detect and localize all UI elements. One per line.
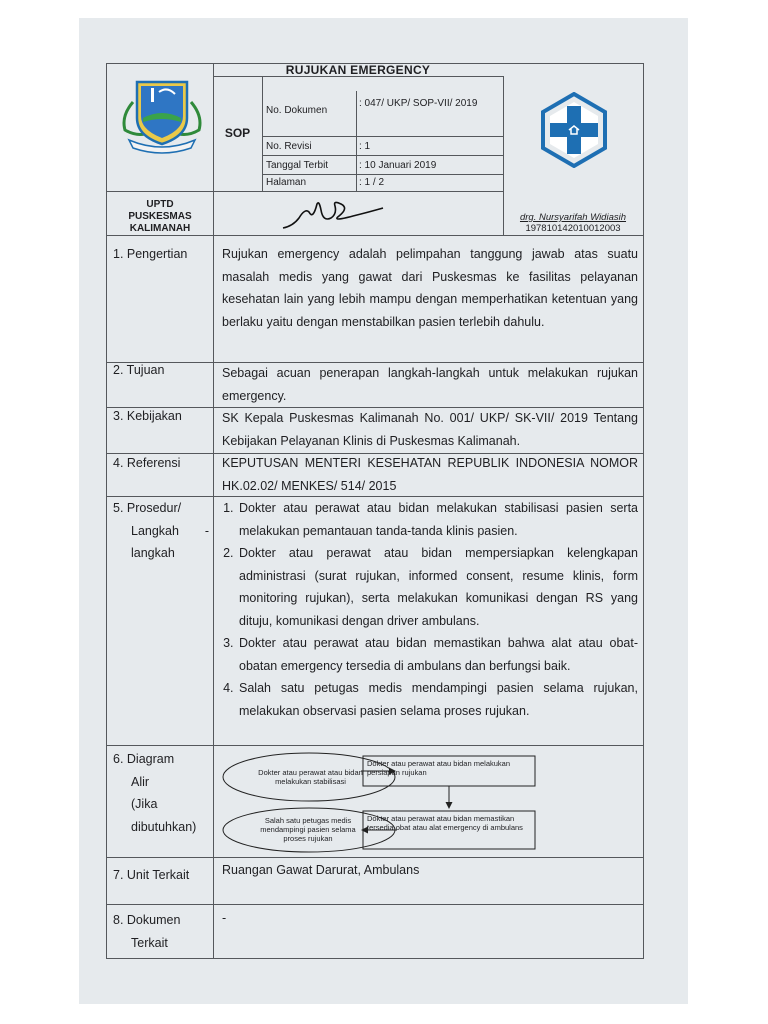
header-line-lower xyxy=(107,191,503,192)
label-diagram-line-2: Alir xyxy=(131,774,150,789)
document-title: RUJUKAN EMERGENCY xyxy=(285,63,431,77)
meta-label-tanggal: Tanggal Terbit xyxy=(266,160,329,171)
meta-label-halaman: Halaman xyxy=(266,177,307,188)
flow-node-pendamping: Salah satu petugas medis mendampingi pasien selama proses rujukan xyxy=(260,816,356,843)
meta-label-revisi: No. Revisi xyxy=(266,141,312,152)
head-signatory xyxy=(503,212,643,234)
procedure-step-2: 2. Dokter atau perawat atau bidan mempersiapkan kelengkapan administrasi (surat rujukan, informed consent, resume klinis, form monitoring rujukan), serta melakukan komunikasi dengan RS yang dituju, komunikasi dengan driver ambulans. xyxy=(237,542,638,632)
label-diagram-line-4: dibutuhkan) xyxy=(131,819,197,834)
text-referensi: KEPUTUSAN MENTERI KESEHATAN REPUBLIK INDONESIA NOMOR HK.02.02/ MENKES/ 514/ 2015 xyxy=(222,456,638,493)
meta-value-halaman: : 1 / 2 xyxy=(359,177,385,188)
district-crest-logo xyxy=(117,72,207,156)
label-prosedur xyxy=(113,497,209,565)
label-kebijakan: 3. Kebijakan xyxy=(113,409,182,423)
procedure-steps xyxy=(219,497,638,722)
institution-name xyxy=(107,199,213,235)
handwritten-signature xyxy=(279,198,389,232)
text-tujuan: Sebagai acuan penerapan langkah-langkah untuk melakukan rujukan emergency. xyxy=(222,366,638,403)
meta-value-dokumen: : 047/ UKP/ SOP-VII/ 2019 xyxy=(359,98,478,109)
label-diagram-line-3: (Jika xyxy=(131,797,158,811)
puskesmas-cross-logo xyxy=(539,92,609,168)
procedure-list xyxy=(219,497,638,722)
procedure-step-1: 1. Dokter atau perawat atau bidan melakukan stabilisasi pasien serta melakukan pemantauan tanda-tanda klinis pasien. xyxy=(237,497,638,542)
flow-diagram xyxy=(213,746,643,856)
text-kebijakan: SK Kepala Puskesmas Kalimanah No. 001/ UKP/ SK-VII/ 2019 Tentang Kebijakan Pelayanan Klinis di Puskesmas Kalimanah. xyxy=(222,411,638,448)
text-unit-terkait: Ruangan Gawat Darurat, Ambulans xyxy=(222,863,420,877)
label-dokumen-terkait xyxy=(113,909,180,954)
label-referensi: 4. Referensi xyxy=(113,456,181,470)
header-bottom-line xyxy=(107,235,643,236)
meta-line-3 xyxy=(262,174,503,175)
label-prosedur-line-2-wrap xyxy=(113,520,209,543)
flow-node-ambulans: Dokter atau perawat atau bidan memastikan tersedia obat atau alat emergency di ambulans xyxy=(367,814,523,832)
sop-document xyxy=(106,63,644,959)
label-tujuan: 2. Tujuan xyxy=(113,363,165,377)
label-prosedur-line-2: Langkah - xyxy=(131,523,209,538)
doctor-name: drg. Nursyarifah Widiasih xyxy=(519,212,627,223)
meta-label-dokumen: No. Dokumen xyxy=(266,105,328,116)
label-prosedur-line-3: langkah xyxy=(131,546,175,560)
label-diagram xyxy=(113,748,196,838)
flow-node-stabilisasi: Dokter atau perawat atau bidan melakukan stabilisasi xyxy=(258,768,363,786)
label-dokumen-line-1: 8. Dokumen xyxy=(113,913,181,927)
procedure-step-3: 3. Dokter atau perawat atau bidan memastikan bahwa alat atau obat-obatan emergency tersedia di ambulans dan berfungsi baik. xyxy=(237,632,638,677)
header-divider-left xyxy=(213,64,214,235)
meta-line-2 xyxy=(262,155,503,156)
row-line-6 xyxy=(107,857,643,858)
label-dokumen-line-2: Terkait xyxy=(131,935,168,950)
meta-line-1 xyxy=(262,136,503,137)
institution-line-uptd: UPTD xyxy=(146,199,174,210)
procedure-step-4: 4. Salah satu petugas medis mendampingi pasien selama rujukan, melakukan observasi pasien selama proses rujukan. xyxy=(237,677,638,722)
meta-divider xyxy=(356,91,357,191)
row-line-7 xyxy=(107,904,643,905)
meta-value-tanggal: : 10 Januari 2019 xyxy=(359,160,437,171)
label-prosedur-line-1: 5. Prosedur/ xyxy=(113,501,182,515)
text-dokumen-terkait: - xyxy=(222,911,227,925)
institution-line-puskesmas: PUSKESMAS xyxy=(128,211,192,222)
meta-value-revisi: : 1 xyxy=(359,141,371,152)
text-pengertian: Rujukan emergency adalah pelimpahan tanggung jawab atas suatu masalah medis yang gawat dari Puskesmas ke fasilitas pelayanan kesehatan lain yang lebih mampu dengan memperhatikan ketentuan yang berlaku yaitu dengan menstabilkan pasien terlebih dahulu. xyxy=(222,247,638,329)
label-diagram-line-1: 6. Diagram xyxy=(113,752,175,766)
doctor-nip: 197810142010012003 xyxy=(525,223,621,234)
label-unit-terkait: 7. Unit Terkait xyxy=(113,868,190,882)
flow-node-persiapan: Dokter atau perawat atau bidan melakukan persiapan rujukan xyxy=(367,759,511,777)
sop-label: SOP xyxy=(224,126,251,140)
institution-line-kalimanah: KALIMANAH xyxy=(129,223,191,234)
label-pengertian: 1. Pengertian xyxy=(113,247,188,261)
